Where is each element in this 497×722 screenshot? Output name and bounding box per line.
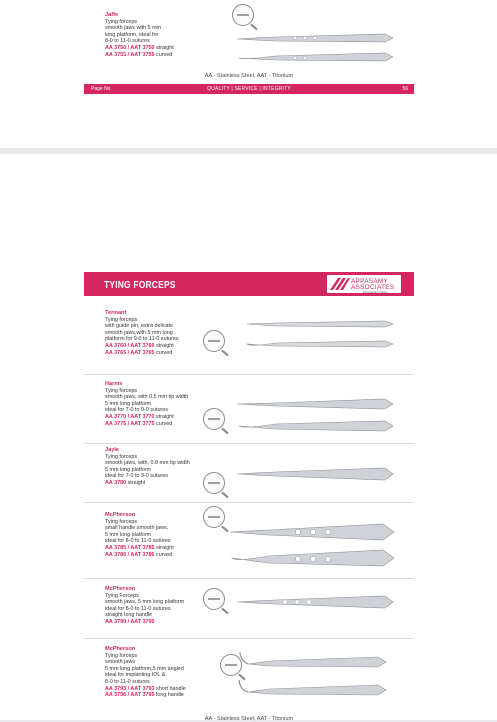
product-code-type: long handle (156, 692, 184, 699)
product-desc-line: with guide pin, extra delicate (105, 323, 174, 330)
product-code-row (105, 545, 174, 552)
product-desc-line: ideal for 7-0 to 9-0 sutures (105, 407, 168, 414)
separator (84, 374, 414, 375)
product-desc-line: small handle smooth jaws, (105, 525, 169, 532)
product-desc-line: smooth jaws,with 5 mm long (105, 329, 173, 336)
product-desc-line: smooth jaws, with 0.5 mm tip width (105, 394, 189, 401)
page-footer (84, 84, 414, 94)
forceps-illustration (245, 318, 395, 352)
product-mcpherson-angled (105, 646, 186, 699)
product-desc-line: 5 mm long platform,5 mm angled (105, 665, 184, 672)
product-desc-line: smooth jaws, 5 mm long platform (105, 599, 185, 606)
product-name: Jayle (105, 447, 119, 453)
product-tennant (105, 310, 179, 356)
product-code-type: straight (156, 44, 174, 51)
product-desc-line: Tying Forceps (105, 592, 139, 599)
product-desc-line: smooth jaws with 5 mm (105, 25, 162, 32)
product-desc-line: ideal for 8-0 to 11-0 sutures (105, 538, 171, 545)
product-code-type: curved (156, 551, 173, 558)
product-code: AA 3786 / AAT 3786 (105, 551, 155, 558)
appasamy-logo-mark (330, 278, 350, 290)
product-desc-line: ideal for 7-0 to 9-0 sutures (105, 473, 168, 480)
product-name: Tennant (105, 310, 127, 316)
forceps-illustration (228, 518, 396, 570)
forceps-illustration (235, 30, 395, 66)
product-desc-line: Tying forceps (105, 316, 138, 323)
product-code-type: straight (156, 544, 174, 551)
product-code: AA 3770 / AAT 3770 (105, 413, 155, 420)
product-desc-line: straight long handle (105, 612, 153, 619)
product-mcpherson-small-handle (105, 512, 174, 558)
forceps-illustration (230, 648, 392, 708)
product-code-row (105, 52, 174, 59)
forceps-illustration (235, 394, 395, 434)
product-code: AA 3760 / AAT 3760 (105, 342, 155, 349)
magnifier-icon (203, 330, 225, 352)
magnifier-icon (203, 588, 225, 610)
product-mcpherson-long-handle (105, 586, 184, 626)
product-desc-line: Tying forceps (105, 652, 138, 659)
product-desc-line: 5 mm long platform (105, 466, 152, 473)
product-desc-line: smooth jaws (105, 659, 135, 666)
product-code-row (105, 421, 188, 428)
product-jayle (105, 447, 190, 487)
separator (84, 578, 414, 579)
product-name: Harms (105, 381, 123, 387)
product-desc-line: Tying forceps (105, 18, 138, 25)
catalog-page-56 (0, 0, 497, 148)
separator (84, 502, 414, 503)
logo-tagline: Empowering Vision (363, 290, 387, 294)
product-harms (105, 381, 188, 427)
product-code-row (105, 414, 188, 421)
product-desc-line: platform for 9-0 to 11-0 sutures (105, 336, 179, 343)
product-code: AA 3750 / AAT 3750 (105, 44, 155, 51)
product-code-row (105, 552, 174, 559)
product-desc-line: long platform, ideal for (105, 31, 159, 38)
product-desc-line: Tying forceps (105, 387, 138, 394)
magnifier-icon (232, 4, 254, 26)
product-desc-line: ideal for 8-0 to 11-0 sutures (105, 605, 171, 612)
product-code: AA 3793 / AAT 3793 (105, 685, 155, 692)
product-code: AA 3755 / AAT 3755 (105, 51, 155, 58)
product-jaffe (105, 12, 174, 58)
product-name: Jaffe (105, 12, 119, 18)
product-code-row (105, 343, 179, 350)
product-code: AA 3790 / AAT 3790 (105, 618, 155, 625)
product-desc-line: 8-0 to 11-0 sutures (105, 38, 150, 45)
product-code: AA 3796 / AAT 3795 (105, 692, 155, 699)
product-desc-line: 5 mm long platform (105, 400, 152, 407)
product-desc-line: 8-0 to 11-0 sutures (105, 678, 150, 685)
product-name: McPherson (105, 586, 136, 592)
product-code-row (105, 619, 184, 626)
product-code-row (105, 480, 190, 487)
product-desc-line: 5 mm long platform (105, 531, 152, 538)
product-code-row (105, 686, 186, 693)
product-code-row (105, 45, 174, 52)
product-code-type: curved (156, 420, 173, 427)
separator (84, 443, 414, 444)
separator (84, 638, 414, 639)
product-code-type: curved (156, 51, 173, 58)
footer-tagline: QUALITY | SERVICE | INTEGRITY (207, 86, 291, 92)
product-desc-line: ideal for implanting IOL & (105, 672, 166, 679)
product-desc-line: Tying forceps (105, 518, 138, 525)
forceps-illustration (235, 592, 395, 612)
product-desc-line: smooth jaws, with, 0.8 mm tip width (105, 460, 190, 467)
section-header (84, 272, 414, 296)
magnifier-icon (203, 408, 225, 430)
product-code: AA 3775 / AAT 3775 (105, 420, 155, 427)
product-name: McPherson (105, 512, 136, 518)
brand-logo (327, 275, 401, 293)
product-code: AA 3765 / AAT 3765 (105, 349, 155, 356)
product-code-row (105, 692, 186, 699)
magnifier-icon (203, 506, 225, 528)
product-code-type: curved (156, 349, 173, 356)
product-code: AA 3780 (105, 479, 127, 486)
section-title: TYING FORCEPS (104, 280, 176, 291)
catalog-page-tying-forceps (0, 154, 497, 720)
footer-page-label: Page No (91, 86, 111, 92)
magnifier-icon (203, 472, 225, 494)
product-code: AA 3785 / AAT 3785 (105, 544, 155, 551)
forceps-illustration (235, 464, 395, 484)
footer-page-number: 56 (402, 86, 408, 92)
material-note: AA - Stainless Steel, AAT - Titonium (204, 716, 294, 722)
material-note: AA - Stainless Steel, AAT - Titonium (204, 73, 294, 79)
product-code-type: straight (127, 479, 146, 486)
product-code-type: straight (156, 342, 174, 349)
product-code-type: straight (156, 413, 174, 420)
logo-text-line1: APPASAMY (351, 278, 389, 285)
product-code-row (105, 350, 179, 357)
product-desc-line: Tying forceps (105, 453, 138, 460)
logo-text-line2: ASSOCIATES (351, 284, 395, 291)
product-name: McPherson (105, 646, 136, 652)
product-code-type: short handle (156, 685, 186, 692)
